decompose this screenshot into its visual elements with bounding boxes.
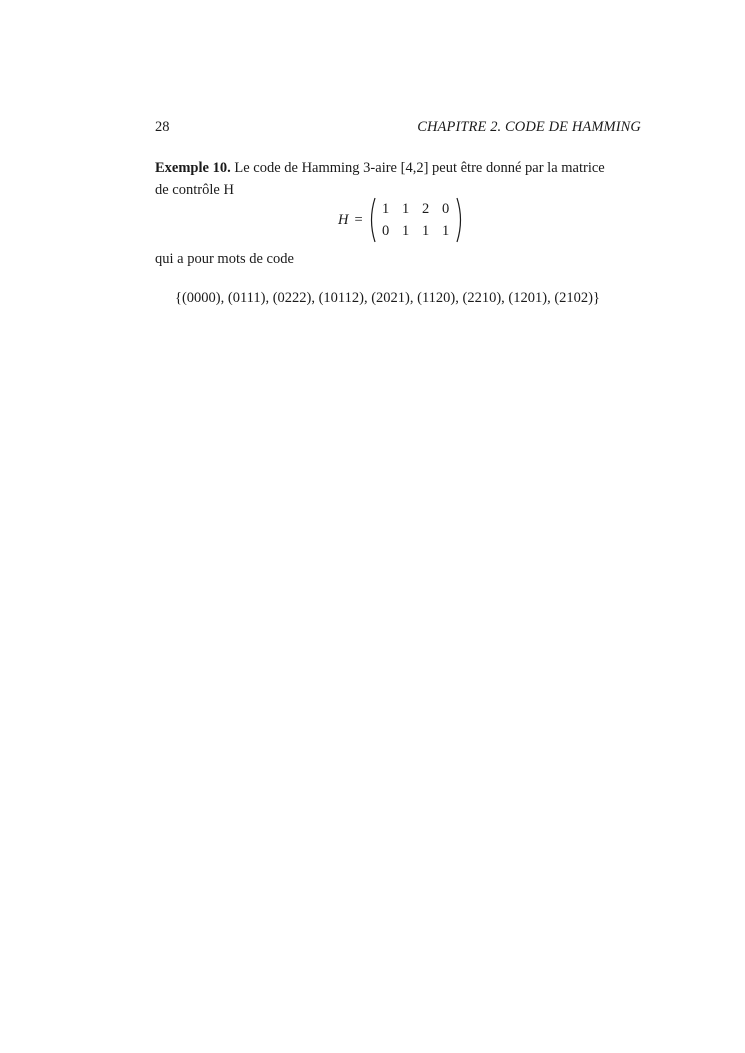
matrix-cell: 1 [402, 200, 410, 217]
example-label: Exemple 10. [155, 160, 231, 176]
chapter-title: CHAPITRE 2. CODE DE HAMMING [417, 119, 641, 135]
right-parenthesis [456, 197, 465, 243]
example-paragraph [155, 157, 641, 201]
equals-sign: = [354, 211, 363, 228]
followup-paragraph: qui a pour mots de code [155, 251, 294, 267]
matrix-cell: 1 [402, 222, 410, 239]
matrix-cell: 1 [382, 200, 390, 217]
left-parenthesis [367, 197, 376, 243]
example-text-line1: Le code de Hamming 3-aire [4,2] peut être donné par la matrice [230, 160, 605, 176]
matrix-cell: 0 [442, 200, 450, 217]
matrix-grid [376, 198, 456, 242]
example-text-line2: de contrôle H [155, 182, 234, 198]
matrix-symbol: H [338, 211, 349, 228]
codeword-set: {(0000), (0111), (0222), (10112), (2021), (1120), (2210), (1201), (2102)} [175, 290, 600, 306]
control-matrix-equation [338, 196, 465, 244]
page-number: 28 [155, 119, 170, 135]
matrix-cell: 0 [382, 222, 390, 239]
matrix-cell: 2 [422, 200, 430, 217]
running-header [155, 119, 641, 139]
matrix-cell: 1 [422, 222, 430, 239]
matrix-cell: 1 [442, 222, 450, 239]
